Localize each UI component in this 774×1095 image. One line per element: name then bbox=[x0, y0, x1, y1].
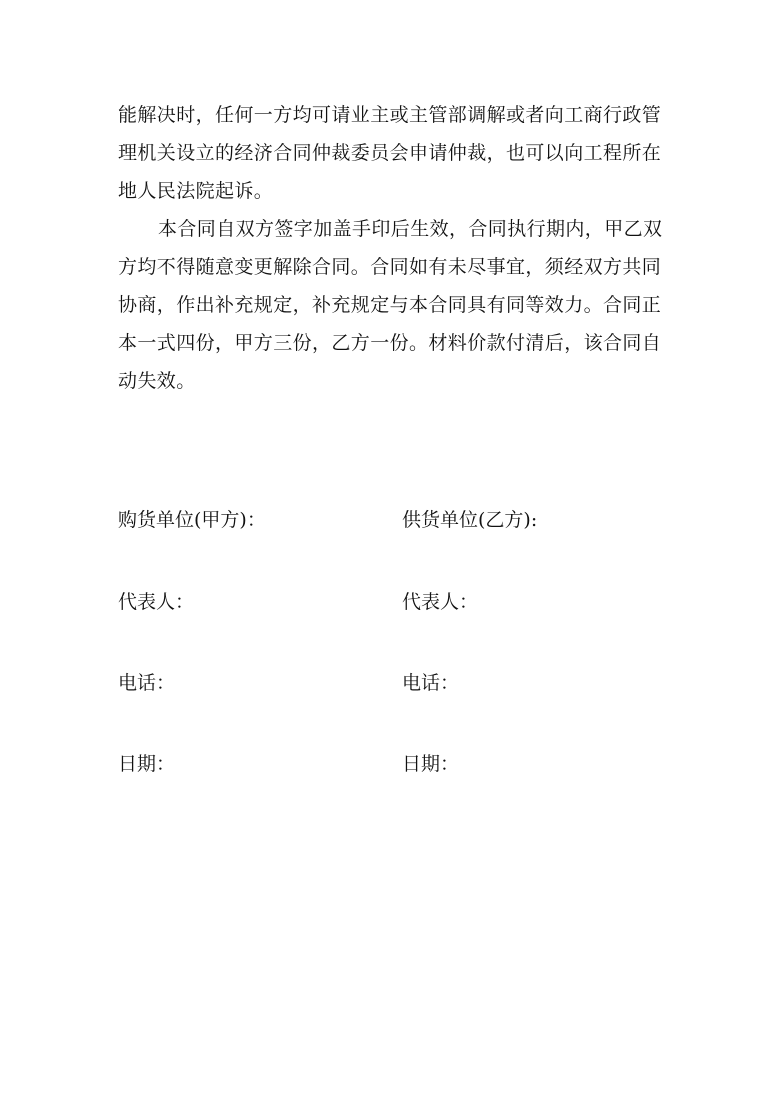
supplier-rep-label: 代表人： bbox=[402, 591, 479, 613]
paragraph-line: 本一式四份，甲方三份，乙方一份。材料价款付清后，该合同自 bbox=[118, 332, 662, 354]
paragraph-line: 地人民法院起诉。 bbox=[118, 180, 274, 202]
supplier-date-label: 日期： bbox=[402, 753, 460, 775]
buyer-rep-label: 代表人： bbox=[118, 591, 195, 613]
supplier-unit-label: 供货单位(乙方): bbox=[402, 509, 538, 531]
paragraph-line: 动失效。 bbox=[118, 370, 196, 392]
paragraph-line: 协商，作出补充规定，补充规定与本合同具有同等效力。合同正 bbox=[118, 294, 662, 316]
paragraph-line: 本合同自双方签字加盖手印后生效，合同执行期内，甲乙双 bbox=[158, 218, 663, 240]
paragraph-line: 能解决时，任何一方均可请业主或主管部调解或者向工商行政管 bbox=[118, 104, 662, 126]
contract-body bbox=[118, 96, 663, 400]
buyer-phone-label: 电话： bbox=[118, 672, 176, 694]
paragraph-line: 方均不得随意变更解除合同。合同如有未尽事宜，须经双方共同 bbox=[118, 256, 662, 278]
buyer-date-label: 日期： bbox=[118, 753, 176, 775]
buyer-unit-label: 购货单位(甲方)： bbox=[118, 509, 266, 531]
paragraph-line: 理机关设立的经济合同仲裁委员会申请仲裁，也可以向工程所在 bbox=[118, 142, 662, 164]
supplier-phone-label: 电话： bbox=[402, 672, 460, 694]
